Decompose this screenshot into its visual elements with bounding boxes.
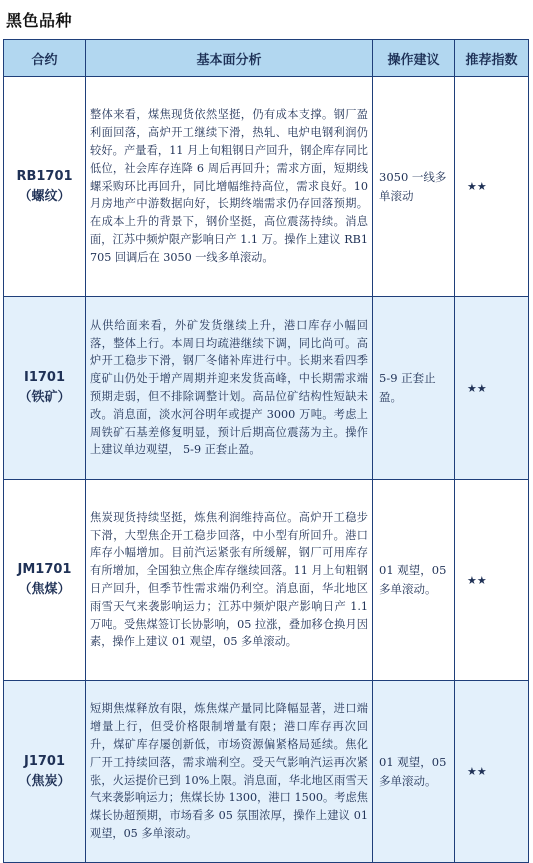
contract-code: I1701 xyxy=(23,370,66,385)
contract-label: （铁矿） xyxy=(18,390,71,405)
table-header-row xyxy=(4,40,529,77)
analysis-cell xyxy=(86,681,373,863)
commodity-table xyxy=(3,39,529,863)
advice-text: 01 观望，05 多单滚动。 xyxy=(379,563,447,596)
table-row xyxy=(4,297,529,480)
contract-label: （焦炭） xyxy=(18,773,71,789)
analysis-cell xyxy=(86,297,373,480)
contract-label: （焦煤） xyxy=(18,582,71,597)
contract-code: J1701 xyxy=(23,753,66,769)
advice-text: 5-9 正套止盈。 xyxy=(379,371,436,404)
contract-cell xyxy=(4,681,86,863)
rating-stars: ★★ xyxy=(467,573,487,587)
header-analysis: 基本面分析 xyxy=(86,40,373,77)
advice-cell xyxy=(373,480,455,681)
contract-code: RB1701 xyxy=(16,168,73,184)
analysis-text: 整体来看，煤焦现货依然坚挺，仍有成本支撑。钢厂盈利面回落，高炉开工继续下滑，热轧、电炉电钢利润仍较好。产量看，11 月上旬粗钢日产回升，钢企库存同比低位，社会库存连降 6 周后再回升；需求方面，短期线螺采购环比再回升，同比增幅维持高位，需求良好。10 月房地产中游数据向好，长期终端需求仍存回落预期。在成本上升的背景下，钢价坚挺，高位震荡持续。消息面，江苏中频炉限产影响日产 1.1 万。操作上建议 RB1705 回调后在 3050 一线多单滚动。 xyxy=(90,108,368,264)
advice-text: 3050 一线多单滚动 xyxy=(379,169,447,203)
contract-cell xyxy=(4,77,86,297)
table-row xyxy=(4,480,529,681)
advice-cell xyxy=(373,297,455,480)
header-advice: 操作建议 xyxy=(373,40,455,77)
contract-label: （螺纹） xyxy=(18,188,71,204)
analysis-cell xyxy=(86,480,373,681)
rating-cell xyxy=(455,681,529,863)
advice-cell xyxy=(373,681,455,863)
rating-cell xyxy=(455,77,529,297)
contract-cell xyxy=(4,480,86,681)
table-row xyxy=(4,77,529,297)
analysis-text: 焦炭现货持续坚挺，炼焦利润维持高位。高炉开工稳步下滑，大型焦企开工稳步回落，中小型有所回升。港口库存小幅增加。目前汽运紧张有所缓解，钢厂可用库存有所增加，全国独立焦企库存继续回落。11 月上旬粗钢日产回升，但季节性需求端仍利空。消息面，华北地区雨雪天气来袭影响运力；江苏中频炉限产影响日产 1.1 万吨。受焦煤签订长协影响，05 拉涨，叠加移仓换月因素，操作上建议 01 观望，05 多单滚动。 xyxy=(90,510,368,649)
advice-text: 01 观望，05 多单滚动。 xyxy=(379,754,447,788)
analysis-text: 从供给面来看，外矿发货继续上升，港口库存小幅回落，整体上行。本周日均疏港继续下调，同比尚可。高炉开工稳步下滑，钢厂冬储补库进行中。长期来看四季度矿山仍处于增产周期并迎来发货高峰，中长期需求端预期走弱，但不排除调整计划。高品位矿结构性短缺未改。消息面，淡水河谷明年或提产 3000 万吨。考虑上周铁矿石基差修复明显，预计后期高位震荡为主。操作上建议单边观望， 5-9 正套止盈。 xyxy=(90,318,368,457)
rating-cell xyxy=(455,480,529,681)
contract-cell xyxy=(4,297,86,480)
header-rating: 推荐指数 xyxy=(455,40,529,77)
table-row xyxy=(4,681,529,863)
analysis-cell xyxy=(86,77,373,297)
analysis-text: 短期焦煤释放有限，炼焦煤产量同比降幅显著，进口端增量上行，但受价格限制增量有限；港口库存再次回升，煤矿库存屡创新低，市场资源偏紧格局延续。焦化厂开工持续回落，需求端利空。受天气影响汽运再次紧张，火运提价已到 10%上限。消息面，华北地区雨雪天气来袭影响运力；焦煤长协 1300，港口 1500。考虑焦煤长协超预期，市场看多 05 氛围浓厚，操作上建议 01 观望，05 多单滚动。 xyxy=(90,702,368,840)
section-title: 黑色品种 xyxy=(6,11,73,30)
header-contract: 合约 xyxy=(4,40,86,77)
rating-cell xyxy=(455,297,529,480)
rating-stars: ★★ xyxy=(467,765,487,778)
contract-code: JM1701 xyxy=(17,562,72,577)
rating-stars: ★★ xyxy=(467,381,487,395)
advice-cell xyxy=(373,77,455,297)
rating-stars: ★★ xyxy=(467,180,487,193)
